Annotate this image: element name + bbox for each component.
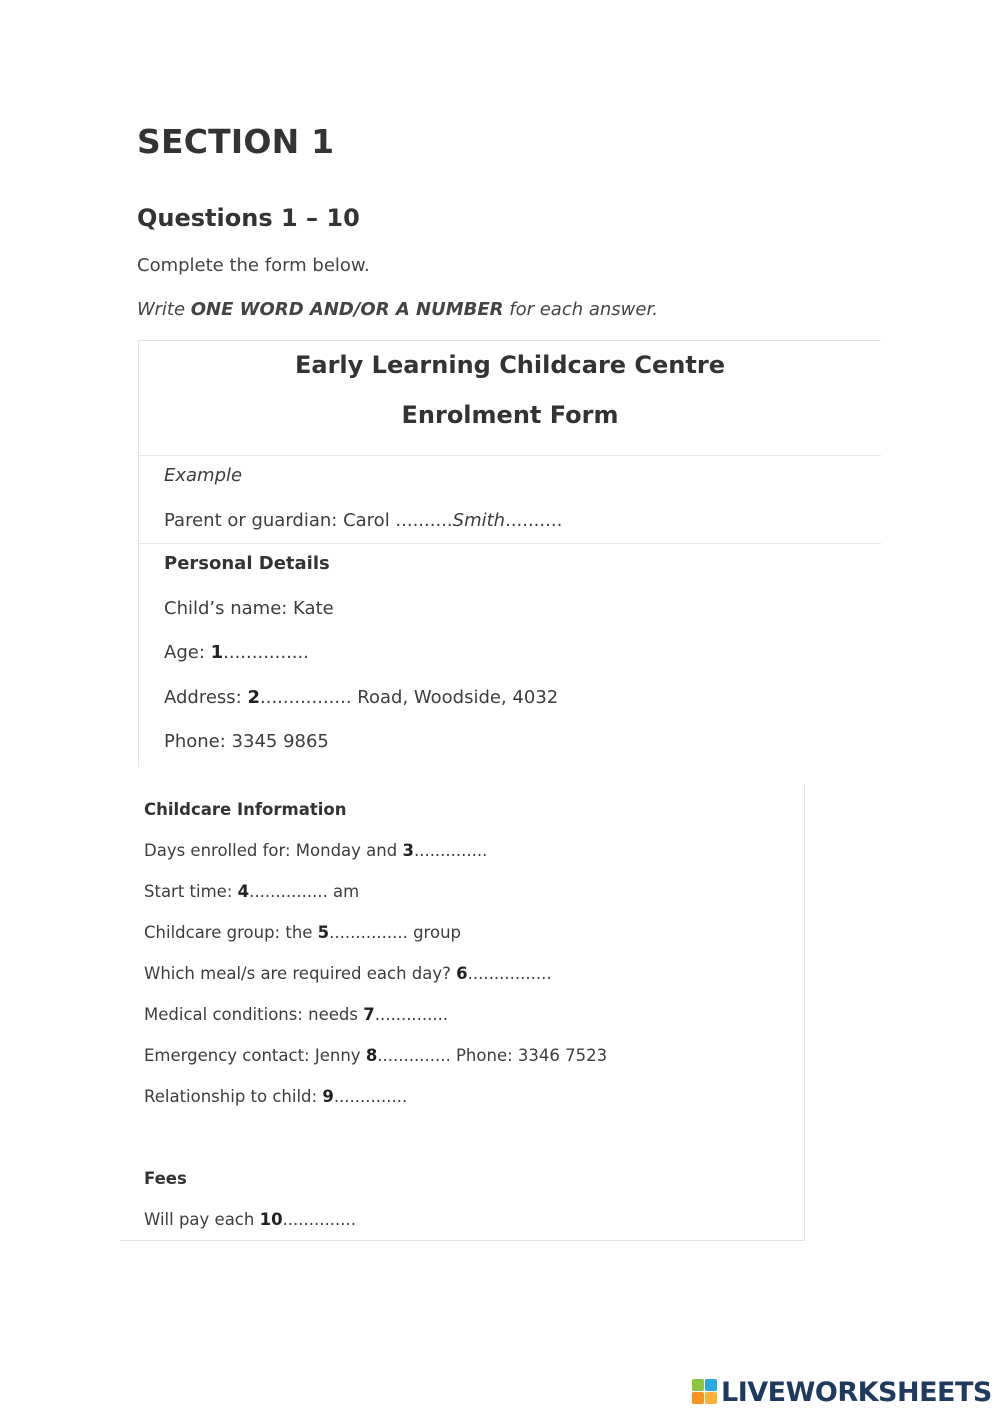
answer-blank: .............. (333, 1087, 408, 1106)
child-name-line: Child’s name: Kate (164, 598, 334, 619)
logo-mark-icon (692, 1379, 718, 1405)
answer-blank: ............... (249, 882, 328, 901)
fees-heading: Fees (144, 1169, 187, 1188)
question-number: 5 (317, 923, 330, 942)
example-label: Example (164, 465, 243, 486)
answer-blank: .............. (413, 841, 488, 860)
childcare-form-box (120, 784, 805, 1241)
answer-blank: .............. (374, 1005, 449, 1024)
enrolment-form-box (138, 340, 881, 767)
questions-heading: Questions 1 – 10 (137, 204, 360, 232)
days-enrolled-line: Days enrolled for: Monday and 3.............. (144, 841, 488, 860)
childcare-group-line: Childcare group: the 5............... group (144, 923, 462, 942)
form-title: Early Learning Childcare Centre (295, 351, 725, 379)
question-number: 3 (402, 841, 414, 860)
personal-details-heading: Personal Details (164, 553, 330, 574)
section-heading: SECTION 1 (137, 122, 335, 161)
question-number: 8 (365, 1046, 378, 1065)
answer-blank: ............... (329, 923, 408, 942)
question-number: 9 (322, 1087, 334, 1106)
start-time-line: Start time: 4............... am (144, 882, 360, 901)
answer-blank: ................ (467, 964, 552, 983)
example-line: Parent or guardian: Carol ..........Smith.......... (164, 510, 563, 531)
fees-line: Will pay each 10.............. (144, 1210, 356, 1229)
answer-blank: ............... (223, 642, 309, 663)
divider (139, 455, 881, 456)
answer-blank: .............. (377, 1046, 451, 1065)
question-number: 10 (259, 1210, 283, 1229)
question-number: 2 (247, 687, 261, 708)
divider (139, 543, 881, 544)
question-number: 7 (363, 1005, 375, 1024)
question-number: 4 (237, 882, 250, 901)
form-subtitle: Enrolment Form (401, 401, 619, 429)
childcare-information-heading: Childcare Information (144, 800, 347, 819)
answer-blank: ................ (260, 687, 352, 708)
medical-line: Medical conditions: needs 7.............. (144, 1005, 449, 1024)
phone-line: Phone: 3345 9865 (164, 731, 329, 752)
address-line: Address: 2................ Road, Woodside, 4032 (164, 687, 559, 708)
answer-blank: .............. (282, 1210, 356, 1229)
instruction-write: Write ONE WORD AND/OR A NUMBER for each answer. (137, 299, 658, 320)
emergency-contact-line: Emergency contact: Jenny 8.............. Phone: 3346 7523 (144, 1046, 608, 1065)
logo-text: LIVEWORKSHEETS (721, 1376, 992, 1408)
question-number: 6 (456, 964, 468, 983)
instruction-complete: Complete the form below. (137, 255, 370, 276)
meals-line: Which meal/s are required each day? 6................ (144, 964, 552, 983)
age-line: Age: 1............... (164, 642, 309, 663)
liveworksheets-logo (692, 1374, 992, 1410)
relationship-line: Relationship to child: 9.............. (144, 1087, 408, 1106)
question-number: 1 (210, 642, 224, 663)
